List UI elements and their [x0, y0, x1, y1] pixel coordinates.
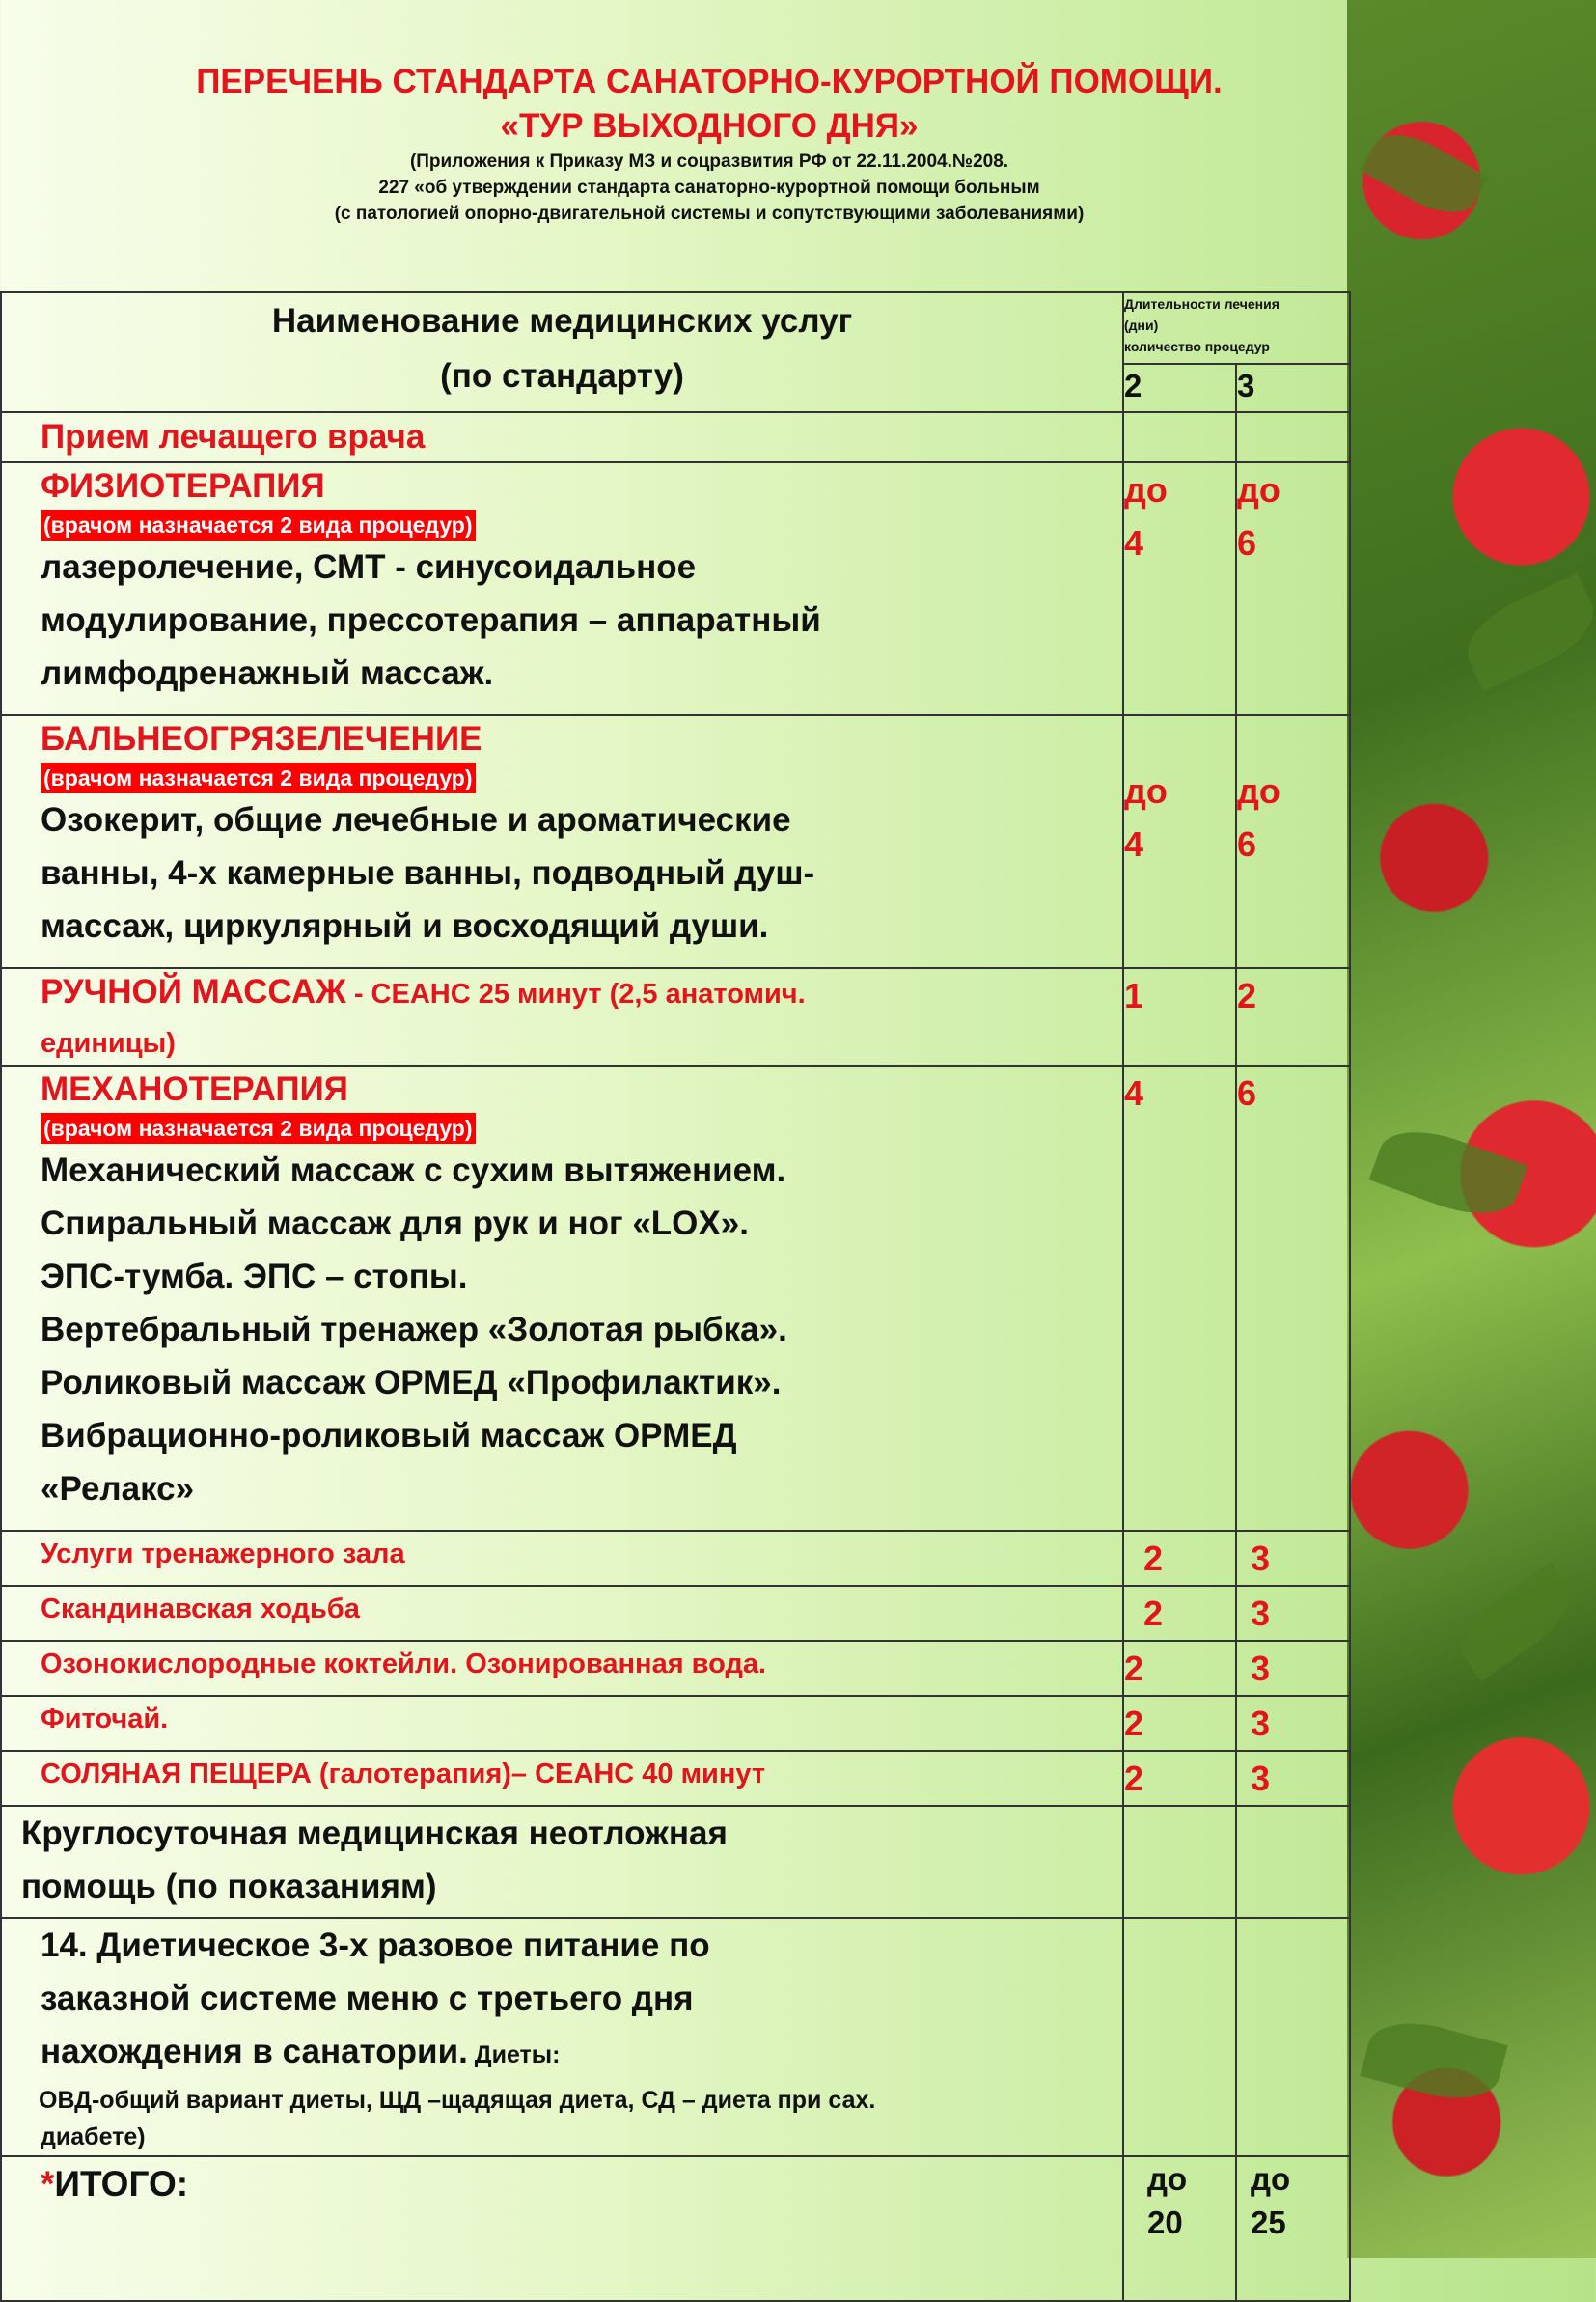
diet-v2	[1123, 1918, 1236, 2156]
salt-v2: 2	[1123, 1751, 1236, 1806]
table-row	[1, 1806, 1350, 1918]
physio-v3-prefix: до	[1237, 470, 1280, 510]
reception-v3	[1236, 412, 1350, 462]
header-duration-line3: количество процедур	[1124, 339, 1270, 354]
physio-line2: модулирование, прессотерапия – аппаратный	[41, 601, 821, 639]
table-row	[1, 412, 1350, 462]
header-day-2: 2	[1123, 364, 1236, 412]
table-row-total	[1, 2156, 1350, 2301]
diet-v3	[1236, 1918, 1350, 2156]
table-row	[1, 1751, 1350, 1806]
table-row	[1, 968, 1350, 1066]
physio-line1: лазеролечение, СМТ - синусоидальное	[41, 548, 697, 586]
total-v3-prefix: до	[1251, 2161, 1291, 2197]
gym-v3: 3	[1236, 1531, 1350, 1586]
balneo-title: БАЛЬНЕОГРЯЗЕЛЕЧЕНИЕ	[41, 720, 482, 758]
balneo-v2: 4	[1124, 824, 1144, 864]
massage-v2: 1	[1123, 968, 1236, 1066]
massage-line2: единицы)	[41, 1028, 176, 1059]
ozone-v2: 2	[1123, 1641, 1236, 1696]
physio-title: ФИЗИОТЕРАПИЯ	[41, 467, 325, 505]
balneo-line1: Озокерит, общие лечебные и ароматические	[41, 801, 791, 839]
table-row	[1, 1586, 1350, 1641]
balneo-v2-prefix: до	[1124, 771, 1168, 811]
mechano-line: ЭПС-тумба. ЭПС – стопы.	[41, 1258, 468, 1295]
diet-line2: заказной системе меню с третьего дня	[41, 1980, 694, 2017]
emergency-cell	[1, 1806, 1123, 1918]
header-services-cell	[1, 292, 1123, 412]
salt-v3: 3	[1236, 1751, 1350, 1806]
total-star: *	[41, 2164, 55, 2204]
diet-note1: ОВД-общий вариант диеты, ЩД –щадящая диета, СД – диета при сах.	[39, 2087, 876, 2114]
table-row	[1, 1918, 1350, 2156]
mechano-line: Спиральный массаж для рук и ног «LOX».	[41, 1205, 749, 1242]
header-services-subtitle: (по стандарту)	[440, 357, 684, 395]
header-duration-line1: Длительности лечения	[1124, 296, 1280, 312]
page-header	[0, 60, 1418, 227]
massage-v3: 2	[1236, 968, 1350, 1066]
total-v2-cell	[1123, 2156, 1236, 2301]
table-row	[1, 1641, 1350, 1696]
emergency-line2: помощь (по показаниям)	[21, 1868, 437, 1905]
total-cell	[1, 2156, 1123, 2301]
diet-note2: диабете)	[41, 2123, 146, 2150]
mechano-title: МЕХАНОТЕРАПИЯ	[41, 1070, 348, 1108]
balneo-cell	[1, 715, 1123, 968]
balneo-v3-cell	[1236, 715, 1350, 968]
massage-rest: - СЕАНС 25 минут (2,5 анатомич.	[345, 979, 806, 1010]
order-reference-line1: (Приложения к Приказу МЗ и соцразвития РФ от 22.11.2004.№208.	[409, 152, 1009, 172]
diet-line3-small: Диеты:	[467, 2041, 561, 2068]
gym-label: Услуги тренажерного зала	[1, 1531, 1123, 1586]
physio-v2-prefix: до	[1124, 470, 1168, 510]
balneo-line3: массаж, циркулярный и восходящий души.	[41, 907, 769, 945]
physio-line3: лимфодренажный массаж.	[41, 654, 494, 692]
balneo-v2-cell	[1123, 715, 1236, 968]
diet-cell	[1, 1918, 1123, 2156]
mechano-cell	[1, 1066, 1123, 1531]
total-label: ИТОГО:	[54, 2164, 189, 2204]
walking-v3: 3	[1236, 1586, 1350, 1641]
page-subtitle: «ТУР ВЫХОДНОГО ДНЯ»	[500, 107, 919, 145]
header-services-title: Наименование медицинских услуг	[271, 302, 853, 340]
salt-label: СОЛЯНАЯ ПЕЩЕРА (галотерапия)– СЕАНС 40 минут	[1, 1751, 1123, 1806]
emergency-line1: Круглосуточная медицинская неотложная	[21, 1815, 728, 1852]
physio-note-badge: (врачом назначается 2 вида процедур)	[41, 510, 476, 541]
walking-v2: 2	[1123, 1586, 1236, 1641]
emergency-v3	[1236, 1806, 1350, 1918]
mechano-line: Механический массаж с сухим вытяжением.	[41, 1151, 786, 1189]
mechano-v3: 6	[1236, 1066, 1350, 1531]
massage-title: РУЧНОЙ МАССАЖ	[41, 973, 346, 1011]
physio-v2-cell	[1123, 462, 1236, 715]
table-row	[1, 715, 1350, 968]
ozone-v3: 3	[1236, 1641, 1350, 1696]
reception-cell	[1, 412, 1123, 462]
balneo-v3: 6	[1237, 824, 1257, 864]
header-day-3: 3	[1236, 364, 1350, 412]
reception-label: Прием лечащего врача	[41, 418, 426, 456]
mechano-note-badge: (врачом назначается 2 вида процедур)	[41, 1113, 476, 1144]
mechano-line: Роликовый массаж ОРМЕД «Профилактик».	[41, 1364, 782, 1401]
table-row	[1, 462, 1350, 715]
order-reference-line2: 227 «об утверждении стандарта санаторно-курортной помощи больным	[378, 178, 1040, 198]
balneo-note-badge: (врачом назначается 2 вида процедур)	[41, 763, 476, 793]
physio-v3-cell	[1236, 462, 1350, 715]
mechano-line: «Релакс»	[41, 1470, 195, 1508]
header-duration-cell	[1123, 292, 1350, 364]
gym-v2: 2	[1123, 1531, 1236, 1586]
mechano-v2: 4	[1123, 1066, 1236, 1531]
diet-line3: нахождения в санатории.	[41, 2033, 468, 2070]
ozone-label: Озонокислородные коктейли. Озонированная вода.	[1, 1641, 1123, 1696]
total-v2: 20	[1147, 2205, 1183, 2240]
total-v3-cell	[1236, 2156, 1350, 2301]
page-title: ПЕРЕЧЕНЬ СТАНДАРТА САНАТОРНО-КУРОРТНОЙ ПОМОЩИ.	[196, 63, 1223, 100]
reception-v2	[1123, 412, 1236, 462]
tea-v3: 3	[1236, 1696, 1350, 1751]
physio-v2: 4	[1124, 523, 1144, 563]
balneo-line2: ванны, 4-х камерные ванны, подводный душ-	[41, 854, 815, 892]
header-duration-line2: (дни)	[1124, 318, 1159, 333]
rowan-berries-image	[1347, 0, 1596, 2258]
table-header-row	[1, 292, 1350, 364]
table-row	[1, 1696, 1350, 1751]
total-v3: 25	[1251, 2205, 1286, 2240]
services-table	[0, 291, 1351, 2302]
physio-cell	[1, 462, 1123, 715]
table-row	[1, 1531, 1350, 1586]
emergency-v2	[1123, 1806, 1236, 1918]
tea-label: Фиточай.	[1, 1696, 1123, 1751]
mechano-line: Вертебральный тренажер «Золотая рыбка».	[41, 1311, 787, 1348]
table-row	[1, 1066, 1350, 1531]
diet-line1: 14. Диетическое 3-х разовое питание по	[41, 1927, 710, 1964]
total-v2-prefix: до	[1147, 2161, 1188, 2197]
walking-label: Скандинавская ходьба	[1, 1586, 1123, 1641]
balneo-v3-prefix: до	[1237, 771, 1280, 811]
tea-v2: 2	[1123, 1696, 1236, 1751]
massage-cell	[1, 968, 1123, 1066]
mechano-line: Вибрационно-роликовый массаж ОРМЕД	[41, 1417, 737, 1455]
physio-v3: 6	[1237, 523, 1257, 563]
order-reference-line3: (с патологией опорно-двигательной системы и сопутствующими заболеваниями)	[334, 204, 1085, 224]
